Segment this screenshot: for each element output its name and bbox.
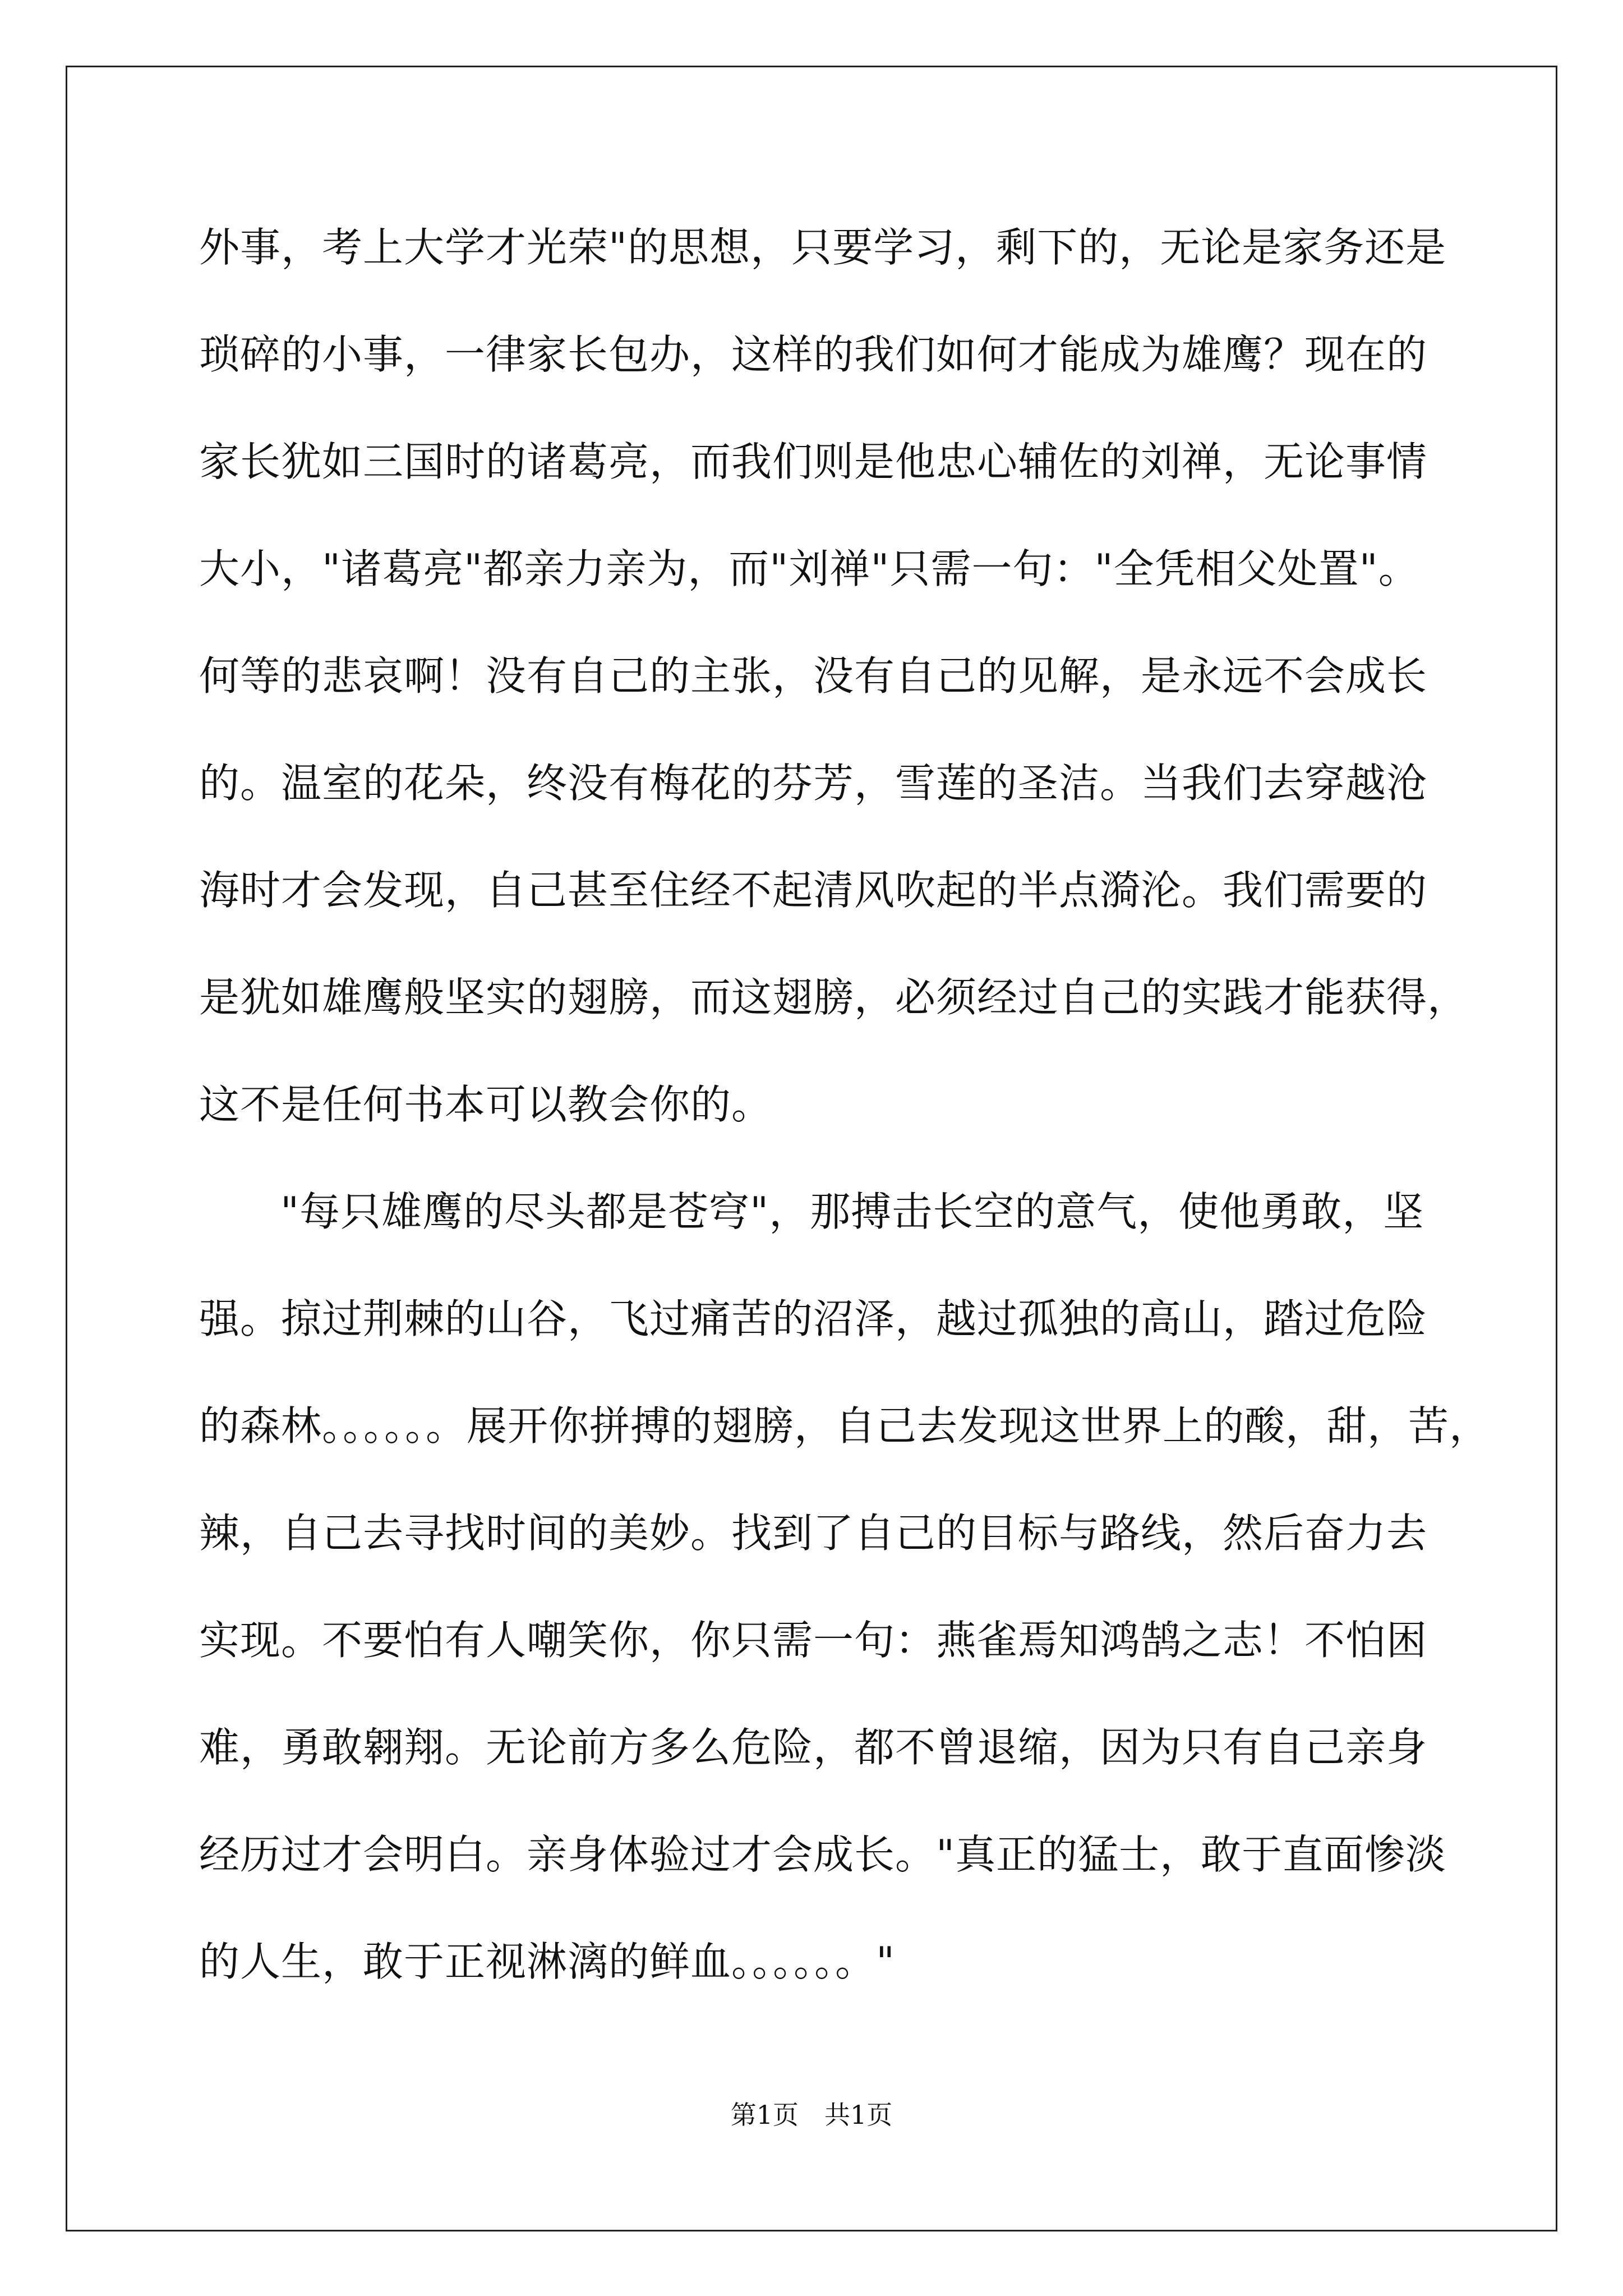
text-line-11: 强。掠过荆棘的山谷，飞过痛苦的沼泽，越过孤独的高山，踏过危险 <box>199 1295 1428 1342</box>
text-line-12: 的森林。。。。。。展开你拼搏的翅膀，自己去发现这世界上的酸，甜，苦， <box>199 1402 1491 1450</box>
text-line-16: 经历过才会明白。亲身体验过才会成长。"真正的猛士，敢于直面惨淡 <box>199 1831 1447 1878</box>
text-line-17: 的人生，敢于正视淋漓的鲜血。。。。。。" <box>199 1938 896 1985</box>
page-border <box>66 66 1557 2231</box>
text-line-14: 实现。不要怕有人嘲笑你，你只需一句：燕雀焉知鸿鹄之志！不怕困 <box>199 1617 1428 1664</box>
text-line-6: 的。温室的花朵，终没有梅花的芬芳，雪莲的圣洁。当我们去穿越沧 <box>199 760 1428 807</box>
text-line-10: "每只雄鹰的尽头都是苍穹"，那搏击长空的意气，使他勇敢，坚 <box>280 1188 1424 1235</box>
text-line-1: 外事，考上大学才光荣"的思想，只要学习，剩下的，无论是家务还是 <box>199 224 1447 271</box>
page-footer: 第1页 共1页 <box>730 2100 893 2130</box>
text-line-8: 是犹如雄鹰般坚实的翅膀，而这翅膀，必须经过自己的实践才能获得， <box>199 974 1469 1021</box>
text-line-15: 难，勇敢翱翔。无论前方多么危险，都不曾退缩，因为只有自己亲身 <box>199 1724 1428 1771</box>
text-line-13: 辣，自己去寻找时间的美妙。找到了自己的目标与路线，然后奋力去 <box>199 1510 1428 1557</box>
text-line-5: 何等的悲哀啊！没有自己的主张，没有自己的见解，是永远不会成长 <box>199 652 1428 700</box>
text-line-4: 大小，"诸葛亮"都亲力亲为，而"刘禅"只需一句："全凭相父处置"。 <box>199 545 1419 592</box>
text-line-3: 家长犹如三国时的诸葛亮，而我们则是他忠心辅佐的刘禅，无论事情 <box>199 438 1428 485</box>
text-line-9: 这不是任何书本可以教会你的。 <box>199 1081 773 1128</box>
text-line-2: 琐碎的小事，一律家长包办，这样的我们如何才能成为雄鹰？现在的 <box>199 331 1428 378</box>
text-line-7: 海时才会发现，自己甚至住经不起清风吹起的半点漪沦。我们需要的 <box>199 867 1428 914</box>
